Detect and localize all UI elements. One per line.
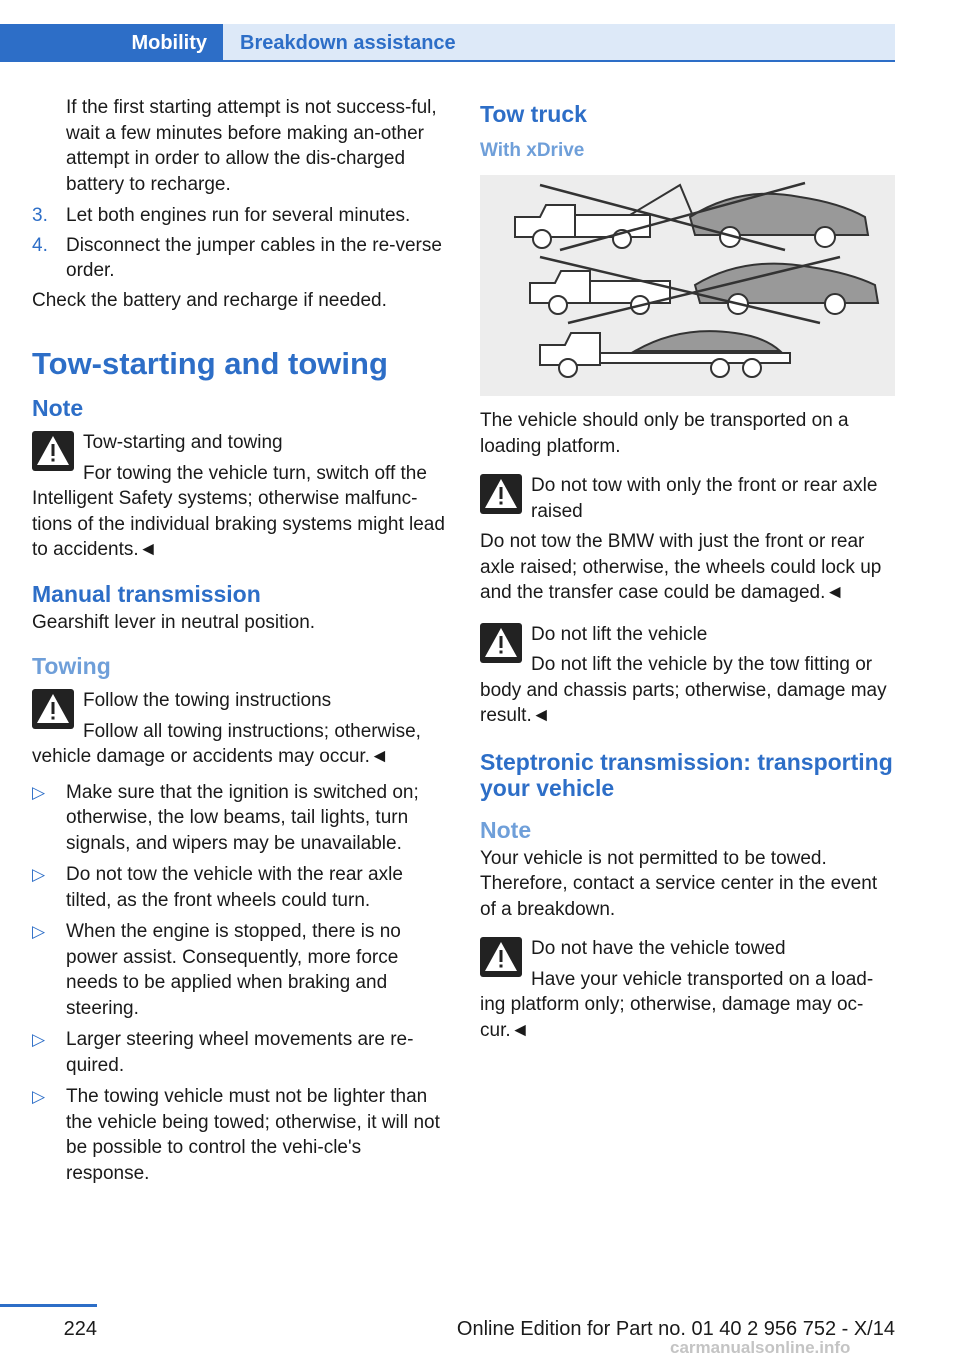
warning-title: Do not tow with only the front or rear axle raised <box>531 475 878 522</box>
towing-bullet-list <box>32 780 447 1187</box>
warning-title: Do not lift the vehicle <box>531 623 708 645</box>
check-battery-text: Check the battery and recharge if needed. <box>32 289 387 311</box>
list-item-text: Make sure that the ignition is switched on; otherwise, the low beams, tail lights, turn signals, and wipers may be unavailable. <box>66 781 419 854</box>
warning-body: Do not lift the vehicle by the tow fitting or body and chassis parts; otherwise, damage may result.◄ <box>480 654 887 726</box>
loading-platform-text: The vehicle should only be transported on a loading platform. <box>480 410 849 457</box>
step-item <box>32 203 447 229</box>
xdrive-heading: With xDrive <box>480 140 585 161</box>
warning-block <box>32 430 447 563</box>
list-item <box>32 1027 447 1078</box>
warning-triangle-icon <box>480 474 522 514</box>
right-column <box>480 95 895 1043</box>
edition-info: Online Edition for Part no. 01 40 2 956 752 - X/14 <box>456 1318 895 1340</box>
warning-body: Do not tow the BMW with just the front or rear axle raised; otherwise, the wheels could lock up and the transfer case could be damaged.◄ <box>480 531 882 603</box>
watermark: carmanualsonline.info <box>670 1338 851 1357</box>
list-item-text: Do not tow the vehicle with the rear axle tilted, as the front wheels could turn. <box>66 864 403 911</box>
left-column <box>32 95 447 1186</box>
steptronic-note-heading: Note <box>480 816 532 843</box>
footer-divider <box>0 1304 97 1307</box>
warning-title: Follow the towing instructions <box>83 690 332 711</box>
warning-triangle-icon <box>480 623 522 663</box>
step-number: 4. <box>32 234 48 256</box>
warning-body: Have your vehicle transported on a load-ing platform only; otherwise, damage may oc-cur.◄ <box>480 968 874 1041</box>
header-divider <box>223 60 895 62</box>
step-text: Disconnect the jumper cables in the re-verse order. <box>66 234 442 281</box>
warning-block <box>32 688 447 770</box>
warning-block <box>480 936 895 1043</box>
section-title-tow-starting: Tow-starting and towing <box>32 346 388 381</box>
bullet-triangle-icon: ▷ <box>32 1087 46 1106</box>
warning-block <box>480 473 895 606</box>
page-header <box>0 24 895 62</box>
warning-block <box>480 622 895 729</box>
warning-title: Tow-starting and towing <box>83 432 283 453</box>
step-text: Let both engines run for several minutes. <box>66 205 411 226</box>
manual-transmission-heading: Manual transmission <box>32 580 261 607</box>
warning-triangle-icon <box>32 431 74 471</box>
section-tab-breakdown-assistance: Breakdown assistance <box>223 24 895 62</box>
warning-triangle-icon <box>480 937 522 977</box>
step-item <box>32 233 447 284</box>
warning-triangle-icon <box>32 689 74 729</box>
tow-truck-heading: Tow truck <box>480 101 587 127</box>
bullet-triangle-icon: ▷ <box>32 922 46 941</box>
list-item-text: When the engine is stopped, there is no power assist. Consequently, more force needs to be applied when braking and steering. <box>66 921 401 1019</box>
note-heading: Note <box>32 395 84 421</box>
towing-heading: Towing <box>32 653 111 679</box>
steptronic-note-text: Your vehicle is not permitted to be towed. Therefore, contact a service center in the event of a breakdown. <box>480 847 878 920</box>
warning-body: For towing the vehicle turn, switch off the Intelligent Safety systems; otherwise malfunc-tions of the individual braking systems might lead to accidents.◄ <box>32 462 445 560</box>
list-item <box>32 1084 447 1186</box>
intro-paragraph: If the first starting attempt is not success-ful, wait a few minutes before making an-other attempt in order to allow the dis-charged battery to recharge. <box>66 97 437 195</box>
manual-transmission-text: Gearshift lever in neutral position. <box>32 611 316 633</box>
list-item-text: Larger steering wheel movements are re-quired. <box>66 1029 414 1076</box>
section-tab-mobility: Mobility <box>0 24 223 62</box>
list-item-text: The towing vehicle must not be lighter than the vehicle being towed; otherwise, it will not be possible to control the vehi-cle's response. <box>66 1086 440 1184</box>
list-item <box>32 780 447 857</box>
bullet-triangle-icon: ▷ <box>32 865 46 884</box>
list-item <box>32 919 447 1021</box>
page-number: 224 <box>63 1318 97 1340</box>
tow-truck-illustration-icon <box>480 175 895 396</box>
bullet-triangle-icon: ▷ <box>32 1030 46 1049</box>
tow-truck-illustration <box>480 175 895 396</box>
list-item <box>32 862 447 913</box>
step-number: 3. <box>32 205 48 226</box>
warning-body: Follow all towing instructions; otherwise, vehicle damage or accidents may occur.◄ <box>32 720 421 767</box>
warning-title: Do not have the vehicle towed <box>531 938 786 959</box>
steptronic-heading: Steptronic transmission: transporting your vehicle <box>480 748 893 801</box>
bullet-triangle-icon: ▷ <box>32 782 46 802</box>
